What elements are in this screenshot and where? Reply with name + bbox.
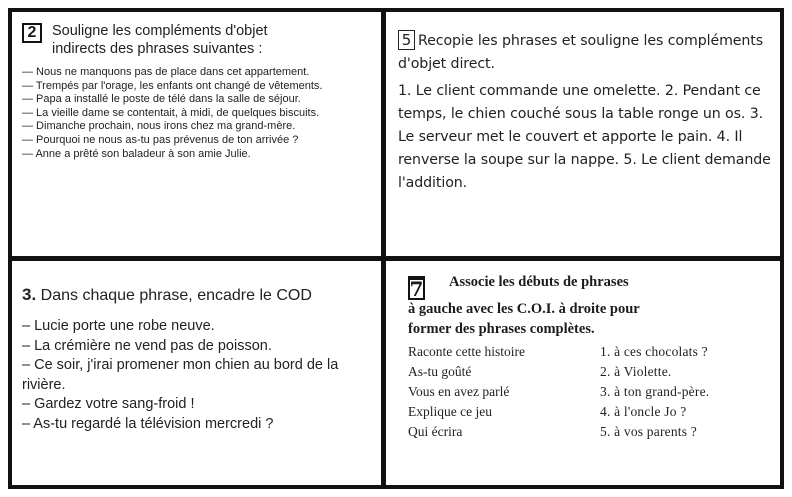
exercise-title bbox=[52, 22, 268, 58]
matching-columns bbox=[408, 342, 772, 442]
beginning-item: Raconte cette histoire bbox=[408, 344, 525, 359]
ending-item: 5. à vos parents ? bbox=[600, 424, 697, 439]
ending-item: 4. à l'oncle Jo ? bbox=[600, 404, 687, 419]
sentence-item: – Gardez votre sang-froid ! bbox=[22, 396, 195, 412]
exercise-panel-7 bbox=[386, 261, 780, 485]
title-line: Associe les débuts de phrases bbox=[449, 274, 629, 290]
worksheet-grid bbox=[8, 8, 784, 489]
ending-item: 2. à Violette. bbox=[600, 364, 672, 379]
title-line: Souligne les compléments d'objet bbox=[52, 23, 268, 39]
beginning-item: Explique ce jeu bbox=[408, 404, 492, 419]
beginning-item: As-tu goûté bbox=[408, 364, 472, 379]
coi-endings bbox=[600, 342, 709, 442]
sentence-item: – As-tu regardé la télévision mercredi ? bbox=[22, 415, 274, 432]
exercise-header bbox=[408, 273, 772, 300]
sentence-item: — Trempés par l'orage, les enfants ont changé de vêtements. bbox=[22, 79, 323, 92]
sentence-item: — Papa a installé le poste de télé dans la salle de séjour. bbox=[22, 93, 301, 106]
sentence-item: – Ce soir, j'irai promener mon chien au bord de la rivière. bbox=[22, 357, 339, 393]
exercise-text bbox=[398, 30, 772, 195]
exercise-title: Recopie les phrases et souligne les compléments d'objet direct. bbox=[398, 33, 764, 72]
title-line: former des phrases complètes. bbox=[408, 320, 595, 337]
beginning-item: Vous en avez parlé bbox=[408, 384, 510, 399]
exercise-number: 7 bbox=[409, 277, 424, 301]
sentence-item: – Lucie porte une robe neuve. bbox=[22, 318, 215, 334]
ending-item: 3. à ton grand-père. bbox=[600, 384, 710, 399]
sentence-item: — Dimanche prochain, nous irons chez ma grand-mère. bbox=[22, 120, 296, 133]
exercise-header bbox=[22, 285, 371, 305]
sentence-list bbox=[22, 317, 371, 434]
exercise-header bbox=[22, 22, 371, 58]
exercise-panel-5 bbox=[386, 12, 780, 256]
sentence-list bbox=[22, 66, 371, 161]
sentence-item: — Nous ne manquons pas de place dans cet appartement. bbox=[22, 66, 310, 78]
sentence-item: – La crémière ne vend pas de poisson. bbox=[22, 337, 272, 354]
ending-item: 1. à ces chocolats ? bbox=[600, 344, 708, 359]
title-line: à gauche avec les C.O.I. à droite pour bbox=[408, 301, 640, 317]
exercise-panel-3 bbox=[12, 261, 381, 485]
exercise-title: Dans chaque phrase, encadre le COD bbox=[40, 287, 312, 304]
sentence-item: — La vieille dame se contentait, à midi, de quelques biscuits. bbox=[22, 106, 320, 119]
sentence-paragraph: 1. Le client commande une omelette. 2. Pendant ce temps, le chien couché sous la table ronge un os. 3. Le serveur met le couvert et apporte le pain. 4. Il renverse la soupe sur la nappe. 5. Le client demande l'addition. bbox=[398, 83, 771, 191]
exercise-panel-2 bbox=[12, 12, 381, 256]
exercise-number: 5 bbox=[398, 30, 415, 50]
exercise-number: 2 bbox=[22, 23, 42, 43]
sentence-beginnings bbox=[408, 342, 600, 442]
title-line: indirects des phrases suivantes : bbox=[52, 41, 263, 57]
sentence-item: — Pourquoi ne nous as-tu pas prévenus de ton arrivée ? bbox=[22, 133, 299, 146]
beginning-item: Qui écrira bbox=[408, 424, 463, 439]
sentence-item: — Anne a prêté son baladeur à son amie Julie. bbox=[22, 147, 251, 160]
exercise-number: 3. bbox=[22, 285, 37, 304]
